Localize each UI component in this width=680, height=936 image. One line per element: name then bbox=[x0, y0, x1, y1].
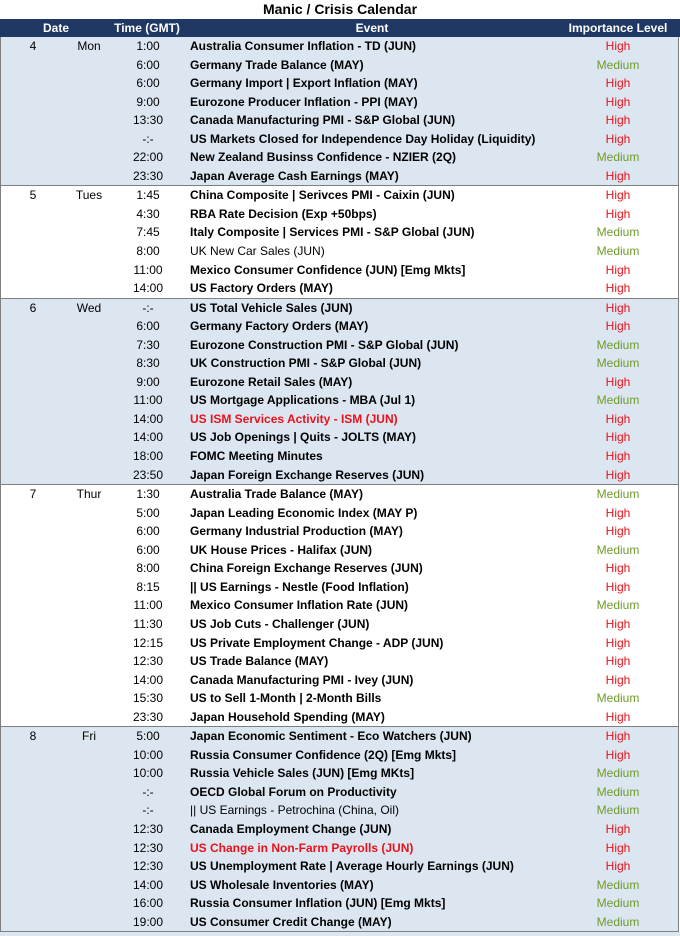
event-time: -:- bbox=[142, 803, 154, 818]
table-row bbox=[1, 746, 678, 765]
day-group-tues bbox=[1, 186, 678, 298]
importance-level: High bbox=[605, 206, 631, 221]
importance-level: High bbox=[605, 859, 631, 874]
day-group-mon bbox=[1, 37, 678, 186]
event-time: 23:30 bbox=[132, 168, 164, 183]
event-name: UK New Car Sales (JUN) bbox=[190, 244, 325, 259]
event-name: Germany Trade Balance (MAY) bbox=[190, 57, 364, 72]
importance-level: Medium bbox=[596, 877, 640, 892]
day-name: Wed bbox=[76, 300, 102, 315]
table-bottom-strip bbox=[0, 932, 680, 936]
event-time: 6:00 bbox=[136, 57, 160, 72]
event-time: 10:00 bbox=[132, 747, 164, 762]
event-time: 14:00 bbox=[132, 411, 164, 426]
table-row bbox=[1, 242, 678, 261]
table-row bbox=[1, 504, 678, 523]
day-date: 6 bbox=[29, 300, 37, 315]
event-name: UK Construction PMI - S&P Global (JUN) bbox=[190, 356, 422, 371]
table-row bbox=[1, 894, 678, 913]
event-time: 8:00 bbox=[136, 244, 160, 259]
event-time: 12:30 bbox=[132, 821, 164, 836]
event-time: 5:00 bbox=[136, 729, 160, 744]
table-row bbox=[1, 820, 678, 839]
event-name: US Markets Closed for Independence Day Holiday (Liquidity) bbox=[190, 131, 536, 146]
importance-level: High bbox=[605, 430, 631, 445]
table-row bbox=[1, 615, 678, 634]
event-name: UK House Prices - Halifax (JUN) bbox=[190, 542, 373, 557]
event-time: 19:00 bbox=[132, 914, 164, 929]
table-row bbox=[1, 652, 678, 671]
event-name: || US Earnings - Nestle (Food Inflation) bbox=[190, 579, 409, 594]
table-row bbox=[1, 839, 678, 858]
importance-level: High bbox=[605, 281, 631, 296]
event-time: 11:30 bbox=[133, 616, 163, 631]
importance-level: High bbox=[605, 319, 631, 334]
event-name: FOMC Meeting Minutes bbox=[190, 449, 323, 464]
importance-level: Medium bbox=[596, 393, 640, 408]
importance-level: High bbox=[605, 709, 631, 724]
day-name: Tues bbox=[75, 188, 103, 203]
event-time: 7:30 bbox=[136, 337, 160, 352]
event-time: 9:00 bbox=[136, 374, 160, 389]
table-row bbox=[1, 857, 678, 876]
event-name: Russia Consumer Confidence (2Q) [Emg Mkts] bbox=[190, 747, 457, 762]
importance-level: High bbox=[605, 374, 631, 389]
event-time: 6:00 bbox=[136, 76, 160, 91]
importance-level: High bbox=[605, 616, 631, 631]
day-name: Fri bbox=[82, 729, 96, 744]
table-row bbox=[1, 317, 678, 336]
event-time: 14:00 bbox=[132, 672, 164, 687]
header-event: Event bbox=[355, 21, 389, 35]
importance-level: High bbox=[605, 76, 631, 91]
event-time: 13:30 bbox=[132, 113, 164, 128]
event-time: 22:00 bbox=[132, 150, 164, 165]
day-date: 7 bbox=[29, 487, 37, 502]
event-name: Italy Composite | Services PMI - S&P Global (JUN) bbox=[190, 225, 475, 240]
table-row bbox=[1, 689, 678, 708]
importance-level: High bbox=[605, 561, 631, 576]
table-row bbox=[1, 336, 678, 355]
table-header bbox=[0, 19, 680, 37]
event-name: Russia Vehicle Sales (JUN) [Emg MKts] bbox=[190, 766, 415, 781]
header-time: Time (GMT) bbox=[114, 21, 180, 35]
event-name: China Foreign Exchange Reserves (JUN) bbox=[190, 561, 423, 576]
event-name: US Mortgage Applications - MBA (Jul 1) bbox=[190, 393, 416, 408]
event-name: US to Sell 1-Month | 2-Month Bills bbox=[190, 691, 382, 706]
event-time: 15:30 bbox=[132, 691, 164, 706]
table-row bbox=[1, 485, 678, 504]
importance-level: High bbox=[605, 729, 631, 744]
event-time: 12:15 bbox=[132, 635, 164, 650]
table-row bbox=[1, 167, 678, 186]
importance-level: Medium bbox=[596, 691, 640, 706]
event-time: 14:00 bbox=[132, 281, 164, 296]
importance-level: Medium bbox=[596, 225, 640, 240]
importance-level: High bbox=[605, 188, 631, 203]
table-row bbox=[1, 354, 678, 373]
table-row bbox=[1, 522, 678, 541]
importance-level: High bbox=[605, 449, 631, 464]
event-name: Canada Manufacturing PMI - S&P Global (JUN) bbox=[190, 113, 456, 128]
table-row bbox=[1, 559, 678, 578]
event-time: -:- bbox=[142, 131, 154, 146]
event-name: US Consumer Credit Change (MAY) bbox=[190, 914, 392, 929]
importance-level: Medium bbox=[596, 150, 640, 165]
event-name: US Private Employment Change - ADP (JUN) bbox=[190, 635, 444, 650]
importance-level: Medium bbox=[596, 57, 640, 72]
day-date: 4 bbox=[29, 39, 37, 53]
importance-level: High bbox=[605, 672, 631, 687]
event-name: US Change in Non-Farm Payrolls (JUN) bbox=[190, 840, 414, 855]
event-name: US ISM Services Activity - ISM (JUN) bbox=[190, 411, 398, 426]
importance-level: High bbox=[605, 262, 631, 277]
importance-level: High bbox=[605, 635, 631, 650]
header-date: Date bbox=[42, 21, 69, 35]
importance-level: Medium bbox=[596, 598, 640, 613]
importance-level: High bbox=[605, 467, 631, 482]
event-time: 23:50 bbox=[132, 467, 164, 482]
event-time: 14:00 bbox=[132, 430, 164, 445]
day-name: Thur bbox=[76, 487, 102, 502]
event-time: 16:00 bbox=[132, 896, 164, 911]
importance-level: High bbox=[605, 39, 631, 53]
event-time: 1:30 bbox=[136, 487, 160, 502]
event-name: US Unemployment Rate | Average Hourly Earnings (JUN) bbox=[190, 859, 514, 874]
event-name: OECD Global Forum on Productivity bbox=[190, 784, 397, 799]
event-name: || US Earnings - Petrochina (China, Oil) bbox=[190, 803, 399, 818]
event-name: Japan Foreign Exchange Reserves (JUN) bbox=[190, 467, 425, 482]
importance-level: Medium bbox=[596, 896, 640, 911]
table-row bbox=[1, 801, 678, 820]
event-name: Japan Household Spending (MAY) bbox=[190, 709, 385, 724]
table-row bbox=[1, 708, 678, 727]
event-name: Russia Consumer Inflation (JUN) [Emg Mkts] bbox=[190, 896, 446, 911]
event-time: 8:00 bbox=[136, 561, 160, 576]
event-time: 1:00 bbox=[136, 39, 160, 53]
importance-level: Medium bbox=[596, 803, 640, 818]
importance-level: High bbox=[605, 840, 631, 855]
importance-level: High bbox=[605, 654, 631, 669]
event-name: US Trade Balance (MAY) bbox=[190, 654, 329, 669]
event-name: Canada Employment Change (JUN) bbox=[190, 821, 392, 836]
table-row bbox=[1, 111, 678, 130]
event-name: Australia Consumer Inflation - TD (JUN) bbox=[190, 39, 417, 53]
table-row bbox=[1, 876, 678, 895]
event-name: Germany Factory Orders (MAY) bbox=[190, 319, 369, 334]
importance-level: Medium bbox=[596, 766, 640, 781]
event-time: 1:45 bbox=[136, 188, 160, 203]
day-date: 5 bbox=[29, 188, 37, 203]
event-time: 14:00 bbox=[132, 877, 164, 892]
event-time: 8:15 bbox=[136, 579, 160, 594]
day-group-fri bbox=[1, 727, 678, 932]
table-row bbox=[1, 913, 678, 932]
event-time: 9:00 bbox=[136, 94, 160, 109]
table-row bbox=[1, 764, 678, 783]
event-name: RBA Rate Decision (Exp +50bps) bbox=[190, 206, 377, 221]
day-name: Mon bbox=[77, 39, 101, 53]
importance-level: Medium bbox=[596, 542, 640, 557]
table-row bbox=[1, 391, 678, 410]
event-name: US Factory Orders (MAY) bbox=[190, 281, 333, 296]
table-row bbox=[1, 428, 678, 447]
table-row bbox=[1, 783, 678, 802]
day-date: 8 bbox=[29, 729, 37, 744]
event-time: 8:30 bbox=[136, 356, 160, 371]
importance-level: Medium bbox=[596, 244, 640, 259]
event-name: Canada Manufacturing PMI - Ivey (JUN) bbox=[190, 672, 414, 687]
event-time: 11:00 bbox=[133, 262, 163, 277]
table-row bbox=[1, 727, 678, 746]
table-row bbox=[1, 447, 678, 466]
event-time: 10:00 bbox=[132, 766, 164, 781]
calendar-title: Manic / Crisis Calendar bbox=[262, 1, 418, 17]
event-time: -:- bbox=[142, 300, 154, 315]
importance-level: Medium bbox=[596, 784, 640, 799]
importance-level: Medium bbox=[596, 914, 640, 929]
event-time: 5:00 bbox=[136, 505, 160, 520]
importance-level: High bbox=[605, 300, 631, 315]
importance-level: Medium bbox=[596, 356, 640, 371]
event-name: US Job Openings | Quits - JOLTS (MAY) bbox=[190, 430, 417, 445]
importance-level: High bbox=[605, 505, 631, 520]
table-row bbox=[1, 130, 678, 149]
day-group-thur bbox=[1, 485, 678, 727]
table-row bbox=[1, 93, 678, 112]
table-row bbox=[1, 578, 678, 597]
table-row bbox=[1, 148, 678, 167]
importance-level: Medium bbox=[596, 337, 640, 352]
event-name: Japan Average Cash Earnings (MAY) bbox=[190, 168, 399, 183]
importance-level: High bbox=[605, 94, 631, 109]
event-time: -:- bbox=[142, 784, 154, 799]
calendar-table bbox=[0, 37, 679, 932]
importance-level: High bbox=[605, 524, 631, 539]
importance-level: High bbox=[605, 113, 631, 128]
event-name: Eurozone Retail Sales (MAY) bbox=[190, 374, 353, 389]
importance-level: High bbox=[605, 579, 631, 594]
table-row bbox=[1, 634, 678, 653]
table-row bbox=[1, 373, 678, 392]
importance-level: Medium bbox=[596, 487, 640, 502]
table-row bbox=[1, 74, 678, 93]
event-time: 11:00 bbox=[133, 598, 163, 613]
table-row bbox=[1, 410, 678, 429]
event-name: Japan Leading Economic Index (MAY P) bbox=[190, 505, 418, 520]
table-row bbox=[1, 261, 678, 280]
event-name: US Job Cuts - Challenger (JUN) bbox=[190, 616, 370, 631]
event-time: 6:00 bbox=[136, 319, 160, 334]
event-name: Australia Trade Balance (MAY) bbox=[190, 487, 363, 502]
event-time: 7:45 bbox=[136, 225, 160, 240]
table-row bbox=[1, 56, 678, 75]
importance-level: High bbox=[605, 411, 631, 426]
event-time: 12:30 bbox=[132, 654, 164, 669]
header-importance: Importance Level bbox=[568, 21, 668, 35]
event-name: Mexico Consumer Confidence (JUN) [Emg Mkts] bbox=[190, 262, 466, 277]
event-name: New Zealand Businss Confidence - NZIER (2Q) bbox=[190, 150, 457, 165]
event-name: US Total Vehicle Sales (JUN) bbox=[190, 300, 353, 315]
table-row bbox=[1, 596, 678, 615]
event-name: Eurozone Construction PMI - S&P Global (JUN) bbox=[190, 337, 459, 352]
event-time: 12:30 bbox=[132, 859, 164, 874]
table-row bbox=[1, 299, 678, 318]
event-time: 6:00 bbox=[136, 542, 160, 557]
event-time: 23:30 bbox=[132, 709, 164, 724]
table-row bbox=[1, 223, 678, 242]
event-name: Germany Import | Export Inflation (MAY) bbox=[190, 76, 418, 91]
table-row bbox=[1, 466, 678, 485]
table-row bbox=[1, 541, 678, 560]
event-time: 11:00 bbox=[133, 393, 163, 408]
event-time: 12:30 bbox=[132, 840, 164, 855]
table-row bbox=[1, 37, 678, 56]
event-name: Eurozone Producer Inflation - PPI (MAY) bbox=[190, 94, 418, 109]
table-row bbox=[1, 205, 678, 224]
importance-level: High bbox=[605, 747, 631, 762]
importance-level: High bbox=[605, 821, 631, 836]
event-time: 4:30 bbox=[136, 206, 160, 221]
table-row bbox=[1, 279, 678, 298]
event-name: Germany Industrial Production (MAY) bbox=[190, 524, 403, 539]
event-name: Japan Economic Sentiment - Eco Watchers (JUN) bbox=[190, 729, 472, 744]
table-row bbox=[1, 186, 678, 205]
event-time: 6:00 bbox=[136, 524, 160, 539]
table-row bbox=[1, 671, 678, 690]
event-time: 18:00 bbox=[132, 449, 164, 464]
importance-level: High bbox=[605, 131, 631, 146]
day-group-wed bbox=[1, 299, 678, 485]
importance-level: High bbox=[605, 168, 631, 183]
event-name: US Wholesale Inventories (MAY) bbox=[190, 877, 374, 892]
event-name: Mexico Consumer Inflation Rate (JUN) bbox=[190, 598, 409, 613]
event-name: China Composite | Serivces PMI - Caixin (JUN) bbox=[190, 188, 455, 203]
